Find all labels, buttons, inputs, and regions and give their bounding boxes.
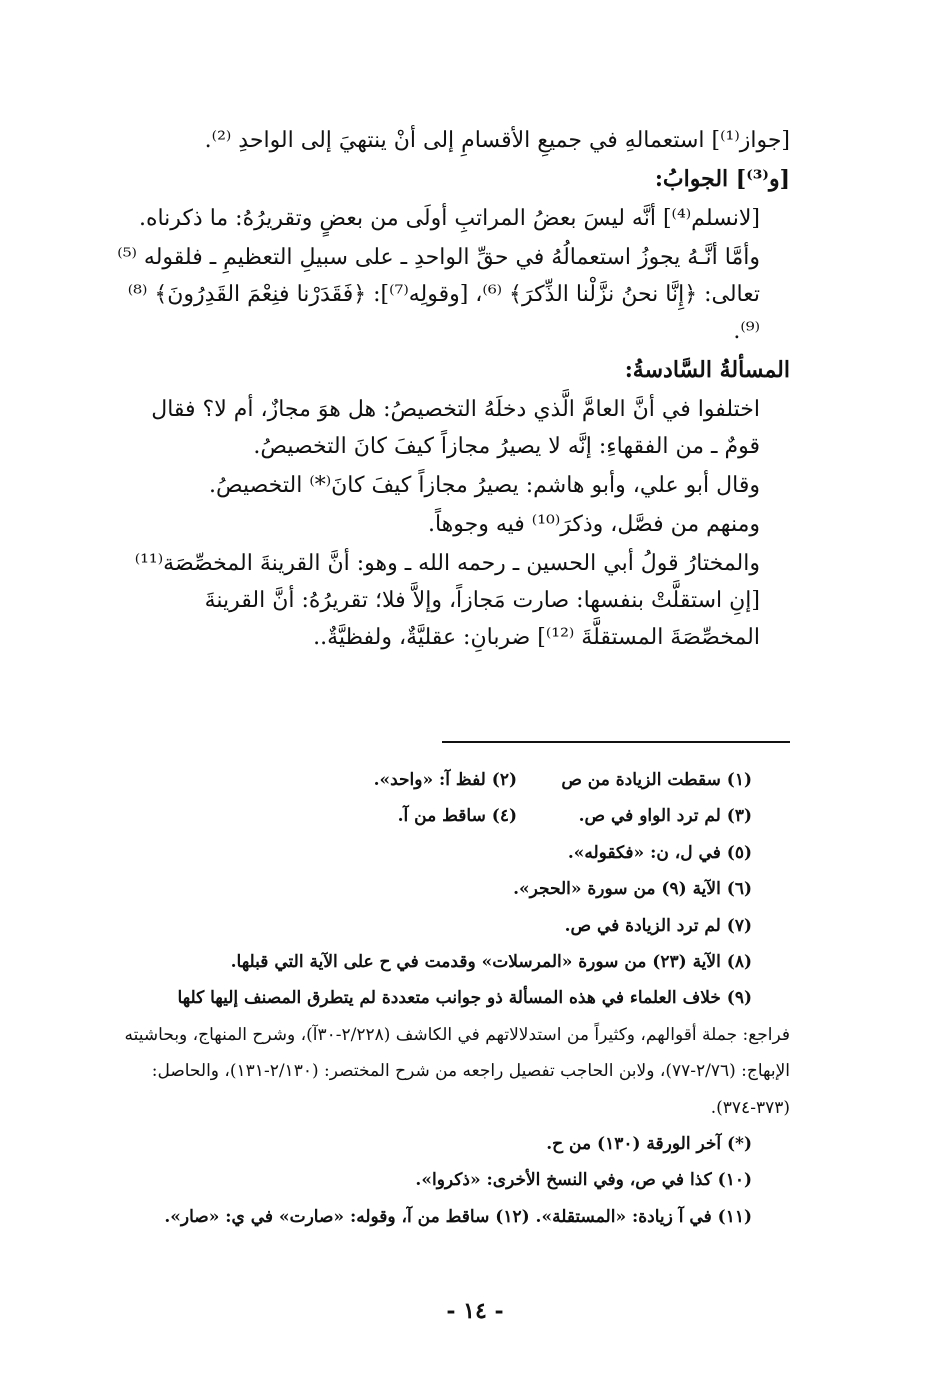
footnote-star: (*) آخر الورقة (١٣٠) من ح. xyxy=(546,1134,752,1155)
main-text xyxy=(110,122,790,658)
paragraph-7: وقال أبو علي، وأبو هاشم: يصيرُ مجازاً كيفَ كانَ⁽*⁾ التخصيصُ. xyxy=(209,473,760,498)
footnote-5: (٥) في ل، ن: «فكقوله». xyxy=(567,842,752,863)
footnote-3: (٣) لم ترد الواو في ص. xyxy=(578,806,752,827)
footnote-9: (٩) خلاف العلماء في هذه المسألة ذو جوانب متعددة لم يتطرق المصنف إليها كلها xyxy=(177,988,752,1009)
footnotes xyxy=(110,762,790,1235)
paragraph-6: اختلفوا في أنَّ العامَّ الَّذي دخلَهُ التخصيصُ: هل هوَ مجازٌ، أم لا؟ فقال قومٌ ـ من الفقهاءِ: إنَّه لا يصيرُ مجازاً كيفَ كانَ التخصيصُ. xyxy=(151,397,760,459)
page-number: - ١٤ - xyxy=(446,1298,504,1324)
footnote-separator xyxy=(442,741,790,743)
footnote-11-12: (١١) في آ زيادة: «المستقلة». (١٢) ساقط من آ، وقوله: «صارت» في ي: «صار». xyxy=(164,1206,752,1227)
footnote-row-1-2 xyxy=(110,762,790,798)
paragraph-3: [لانسلم⁽⁴⁾] أنَّه ليسَ بعضُ المراتبِ أولَى من بعضٍ وتقريرُهُ: ما ذكرناه. xyxy=(138,206,760,231)
footnote-6: (٦) الآية (٩) من سورة «الحجر». xyxy=(513,879,752,900)
footnote-1: (١) سقطت الزيادة من ص xyxy=(561,770,752,790)
answer-heading: [و⁽³⁾] الجوابُ: xyxy=(654,166,790,192)
footnote-row-3-4 xyxy=(110,798,790,834)
paragraph-1: [جواز⁽¹⁾] استعمالهِ في جميعِ الأقسامِ إلى أنْ ينتهيَ إلى الواحدِ ⁽²⁾. xyxy=(204,128,790,153)
footnote-2: (٢) لفظ آ: «واحد». xyxy=(373,770,517,790)
paragraph-8: ومنهم من فصَّل، وذكرَ⁽¹⁰⁾ فيه وجوهاً. xyxy=(427,512,760,537)
footnote-4: (٤) ساقط من آ. xyxy=(397,806,517,827)
footnote-10: (١٠) كذا في ص، وفي النسخ الأخرى: «ذكروا». xyxy=(415,1170,752,1191)
section-heading: المسألةُ السَّادسةُ: xyxy=(624,357,790,383)
footnote-7: (٧) لم ترد الزيادة في ص. xyxy=(564,915,752,936)
footnote-9-continued: فراجع: جملة أقوالهم، وكثيراً من استدلالاتهم في الكاشف (٢/٢٢٨-٣٠آ)، وشرح المنهاج، وبحاشيته الإبهاج: (٢/٧٦-٧٧)، ولابن الحاجب تفصيل راجعه من شرح المختصر: (٢/١٣٠-١٣١)، والحاصل: (٣٧٣-٣٧٤). xyxy=(124,1024,790,1118)
paragraph-4: وأمَّا أنَّـهُ يجوزُ استعمالُهُ في حقِّ الواحدِ ـ على سبيلِ التعظيمِ ـ فلقوله ⁽⁵⁾ تعالى: ﴿إِنَّا نحنُ نزَّلْنا الذِّكرَ﴾ ⁽⁶⁾، [وقولِه⁽⁷⁾]: ﴿فَقَدَرْنا فنِعْمَ القَدِرُونَ﴾ ⁽⁸⁾⁽⁹⁾. xyxy=(117,245,760,344)
footnote-8: (٨) الآية (٢٣) من سورة «المرسلات» وقدمت في ح على الآية التي قبلها. xyxy=(230,952,752,973)
paragraph-9: والمختارُ قولُ أبي الحسين ـ رحمه الله ـ وهو: أنَّ القرينةَ المخصِّصَة⁽¹¹⁾ [إنِ استقلَّتْ بنفسها: صارت مَجازاً، وإلاَّ فلا؛ تقريرُهُ: أنَّ القرينةَ المخصِّصَةَ المستقلَّةَ ⁽¹²⁾] ضربانِ: عقليَّةٌ، ولفظيَّةٌ.. xyxy=(134,551,760,650)
